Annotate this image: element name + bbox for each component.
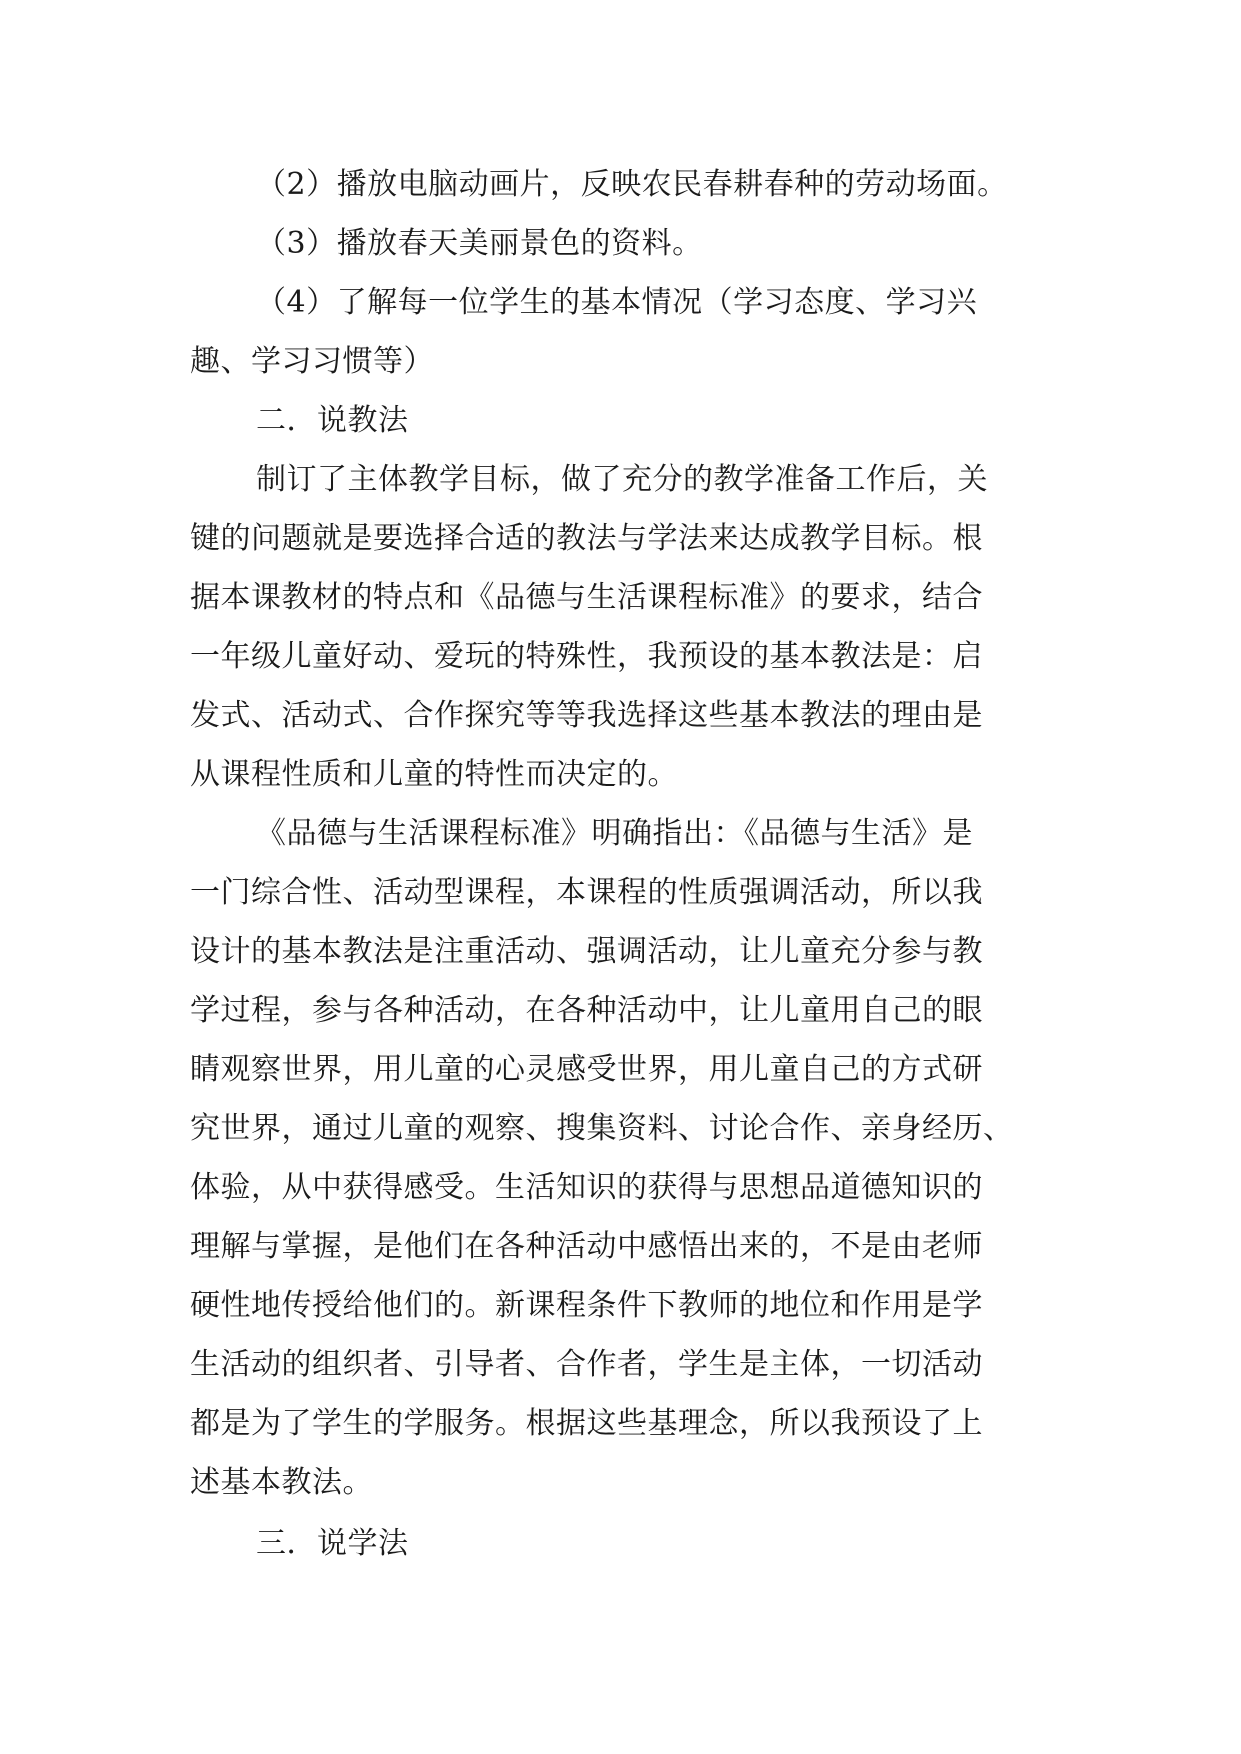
text-line: 述基本教法。 bbox=[190, 1465, 373, 1500]
text-line: 生活动的组织者、引导者、合作者，学生是主体，一切活动 bbox=[190, 1347, 983, 1382]
text-line: 据本课教材的特点和《品德与生活课程标准》的要求，结合 bbox=[190, 580, 983, 615]
text-line: 硬性地传授给他们的。新课程条件下教师的地位和作用是学 bbox=[190, 1288, 983, 1323]
text-line: 体验，从中获得感受。生活知识的获得与思想品道德知识的 bbox=[190, 1170, 983, 1205]
text-line: 键的问题就是要选择合适的教法与学法来达成教学目标。根 bbox=[190, 521, 983, 556]
text-line: 一年级儿童好动、爱玩的特殊性，我预设的基本教法是：启 bbox=[190, 639, 983, 674]
text-line: 制订了主体教学目标，做了充分的教学准备工作后，关 bbox=[256, 462, 988, 497]
text-line: 学过程，参与各种活动，在各种活动中，让儿童用自己的眼 bbox=[190, 993, 983, 1028]
text-line: （3）播放春天美丽景色的资料。 bbox=[256, 226, 703, 261]
text-line: 从课程性质和儿童的特性而决定的。 bbox=[190, 757, 678, 792]
text-line: 究世界，通过儿童的观察、搜集资料、讨论合作、亲身经历、 bbox=[190, 1111, 1014, 1146]
text-line: （4）了解每一位学生的基本情况（学习态度、学习兴 bbox=[256, 285, 978, 320]
text-line: 发式、活动式、合作探究等等我选择这些基本教法的理由是 bbox=[190, 698, 983, 733]
section-heading: 二．说教法 bbox=[256, 403, 409, 438]
text-line: 睛观察世界，用儿童的心灵感受世界，用儿童自己的方式研 bbox=[190, 1052, 983, 1087]
text-line: 一门综合性、活动型课程，本课程的性质强调活动，所以我 bbox=[190, 875, 983, 910]
text-line: 都是为了学生的学服务。根据这些基理念，所以我预设了上 bbox=[190, 1406, 983, 1441]
text-line: （2）播放电脑动画片，反映农民春耕春种的劳动场面。 bbox=[256, 167, 1008, 202]
text-line: 趣、学习习惯等） bbox=[190, 344, 434, 379]
section-heading: 三．说学法 bbox=[256, 1526, 409, 1561]
text-line: 理解与掌握，是他们在各种活动中感悟出来的，不是由老师 bbox=[190, 1229, 983, 1264]
text-line: 《品德与生活课程标准》明确指出：《品德与生活》是 bbox=[256, 816, 973, 851]
text-line: 设计的基本教法是注重活动、强调活动，让儿童充分参与教 bbox=[190, 934, 983, 969]
